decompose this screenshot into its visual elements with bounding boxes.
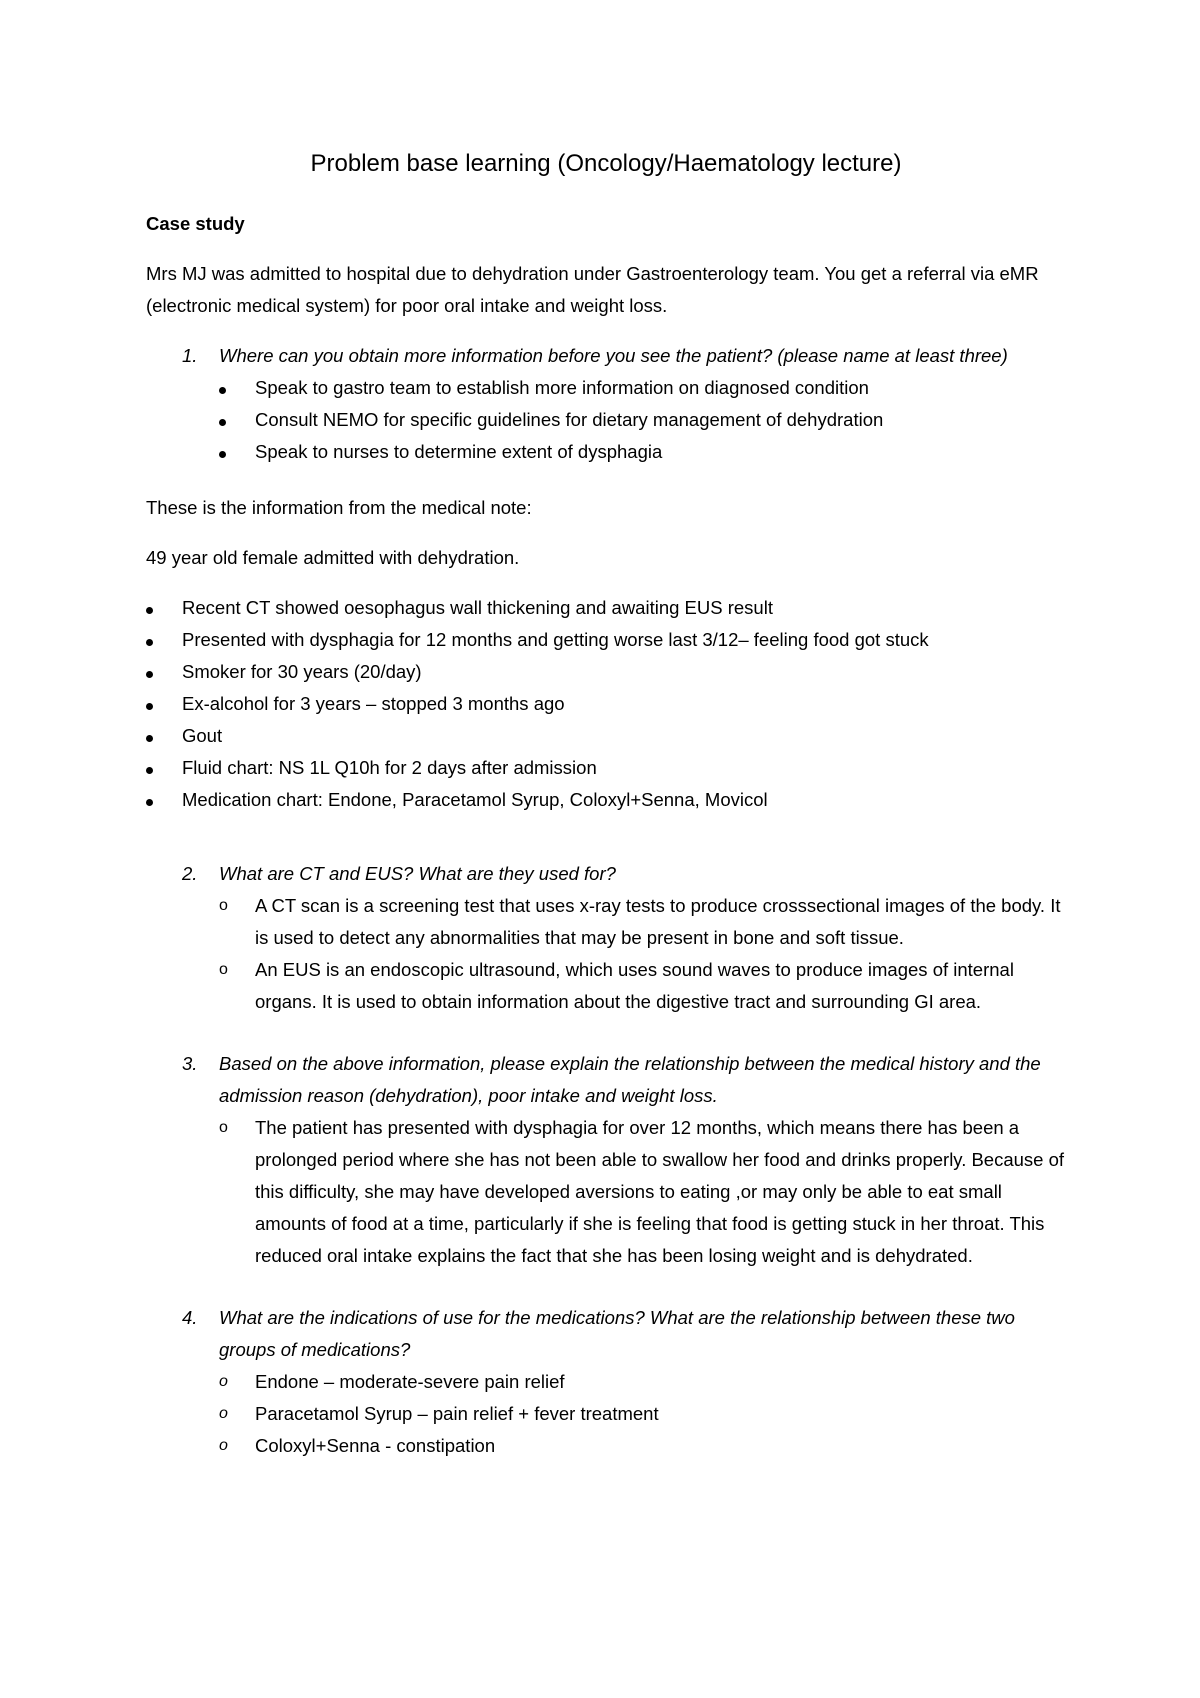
question-2-answers [146,890,1066,1018]
medical-note-item: Presented with dysphagia for 12 months and getting worse last 3/12– feeling food got stuck [146,624,1066,656]
answer-text: Endone – moderate-severe pain relief [255,1371,565,1392]
question-text: What are CT and EUS? What are they used for? [219,863,616,884]
circle-bullet-icon: o [219,1373,228,1390]
question-3-answers [146,1112,1066,1272]
answer-item [146,1366,1066,1398]
answer-item [146,954,1066,1018]
answer-text: The patient has presented with dysphagia for over 12 months, which means there has been a prolonged period where she has not been able to swallow her food and drinks properly. Because of this difficulty, she may have developed aversions to eating ,or may only be able to eat small amounts of food at a time, particularly if she is feeling that food is getting stuck in her throat. This reduced oral intake explains the fact that she has been losing weight and is dehydrated. [255,1117,1065,1266]
answer-text: Consult NEMO for specific guidelines for dietary management of dehydration [255,409,884,430]
question-1 [146,340,1066,372]
answer-item [146,890,1066,954]
medical-note-item: Ex-alcohol for 3 years – stopped 3 months ago [146,688,1066,720]
patient-summary: 49 year old female admitted with dehydration. [146,547,520,568]
circle-bullet-icon: o [219,1119,228,1136]
answer-item [146,1430,1066,1462]
question-4-block [146,1302,1066,1462]
bullet-icon [219,404,226,436]
answer-text: Speak to gastro team to establish more information on diagnosed condition [255,377,869,398]
medical-note-item: Gout [146,720,1066,752]
medical-note-item: Fluid chart: NS 1L Q10h for 2 days after admission [146,752,1066,784]
medical-note-item: Smoker for 30 years (20/day) [146,656,1066,688]
answer-item [146,1398,1066,1430]
case-study-heading: Case study [146,213,245,234]
answer-item [146,436,1066,468]
bullet-icon [146,656,153,688]
page-title: Problem base learning (Oncology/Haematology lecture) [310,150,902,177]
medical-note-list [146,592,1066,816]
question-2-block [146,858,1066,1018]
circle-bullet-icon: o [219,897,228,914]
answer-item [146,372,1066,404]
question-number: 2. [182,863,198,884]
question-text: Based on the above information, please explain the relationship between the medical history and the admission reason (dehydration), poor intake and weight loss. [219,1053,1041,1106]
question-number: 1. [182,345,198,366]
question-number: 4. [182,1307,198,1328]
question-text: Where can you obtain more information before you see the patient? (please name at least three) [219,345,1008,366]
answer-text: Paracetamol Syrup – pain relief + fever treatment [255,1403,659,1424]
bullet-icon [146,688,153,720]
medical-note-item: Medication chart: Endone, Paracetamol Syrup, Coloxyl+Senna, Movicol [146,784,1066,816]
question-3-block [146,1048,1066,1272]
medical-note-item: Recent CT showed oesophagus wall thickening and awaiting EUS result [146,592,1066,624]
info-heading: These is the information from the medical note: [146,497,532,518]
question-number: 3. [182,1053,198,1074]
answer-text: Speak to nurses to determine extent of dysphagia [255,441,663,462]
answer-text: An EUS is an endoscopic ultrasound, which uses sound waves to produce images of internal organs. It is used to obtain information about the digestive tract and surrounding GI area. [255,959,1014,1012]
answer-item [146,1112,1066,1272]
question-4 [146,1302,1066,1366]
circle-bullet-icon: o [219,961,228,978]
bullet-icon [146,720,153,752]
question-text: What are the indications of use for the medications? What are the relationship between these two groups of medications? [219,1307,1015,1360]
question-3 [146,1048,1066,1112]
circle-bullet-icon: o [219,1405,228,1422]
document-body [146,148,1066,1462]
bullet-icon [146,752,153,784]
question-1-answers [146,372,1066,468]
circle-bullet-icon: o [219,1437,228,1454]
bullet-icon [146,784,153,816]
answer-text: A CT scan is a screening test that uses x-ray tests to produce crosssectional images of the body. It is used to detect any abnormalities that may be present in bone and soft tissue. [255,895,1061,948]
answer-item [146,404,1066,436]
bullet-icon [219,372,226,404]
question-2 [146,858,1066,890]
bullet-icon [146,624,153,656]
question-4-answers [146,1366,1066,1462]
bullet-icon [146,592,153,624]
intro-paragraph: Mrs MJ was admitted to hospital due to dehydration under Gastroenterology team. You get a referral via eMR (electronic medical system) for poor oral intake and weight loss. [146,263,1039,316]
question-1-block [146,340,1066,468]
answer-text: Coloxyl+Senna - constipation [255,1435,496,1456]
bullet-icon [219,436,226,468]
